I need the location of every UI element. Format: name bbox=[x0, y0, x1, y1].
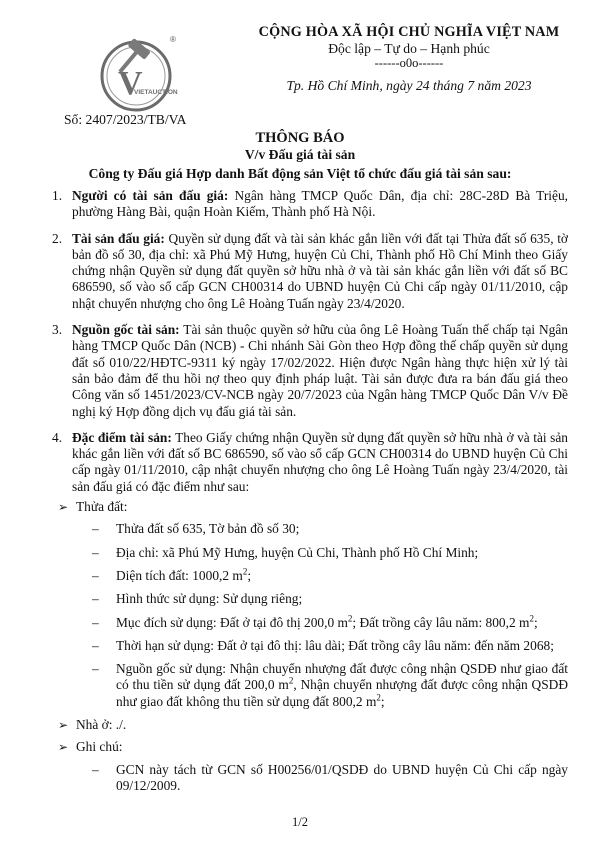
page-number: 1/2 bbox=[292, 815, 308, 829]
list-item: – Diện tích đất: 1000,2 $m^2$; bbox=[92, 566, 252, 583]
item-text: Theo Giấy chứng nhận Quyền sử dụng đất quyền sở hữu nhà ở và tài sản khác gắn liền với đất số BC 686590, số vào sổ cấp GCN CH00314 do UBND huyện Củ Chi cấp ngày 01/11/2010, cập nhật chuyển nhượng cho ông Lê Hoàng Tuấn ngày 23/4/2020, tài sản đấu giá có đặc điểm như sau: bbox=[72, 429, 568, 494]
dash-bullet-icon: – bbox=[92, 591, 99, 607]
item-text: Tài sản thuộc quyền sở hữu của ông Lê Hoàng Tuấn thế chấp tại Ngân hàng TMCP Quốc Dân (NCB) - Chi nhánh Sài Gòn theo Hợp đồng thế chấp quyền sử dụng đất số 010/22/HĐTC-9311 ký ngày 17/02/2022. Hiện được Ngân hàng thực hiện xử lý tài sản bảo đảm để thu hồi nợ theo quy định pháp luật. Tài sản được đưa ra bán đấu giá theo Công văn số 1451/2023/CV-NCB ngày 20/7/2023 của Ngân hàng TMCP Quốc Dân V/v Đề nghị ký Hợp đồng dịch vụ đấu giá tài sản. bbox=[72, 322, 568, 419]
list-item: – Mục đích sử dụng: Đất ở tại đô thị 200,0 $m^2$; Đất trồng cây lâu năm: 800,2 $m^2$; bbox=[92, 613, 538, 630]
item-label: Người có tài sản đấu giá: bbox=[72, 188, 229, 203]
organizer-line: Công ty Đấu giá Hợp danh Bất động sản Việt tổ chức đấu giá tài sản sau: bbox=[88, 166, 512, 181]
list-item: – GCN này tách từ GCN số H00256/01/QSDĐ do UBND huyện Củ Chi cấp ngày 09/12/2009. bbox=[92, 761, 568, 793]
arrow-bullet-icon: ➢ bbox=[58, 718, 69, 733]
logo-mark: V bbox=[118, 65, 143, 102]
list-item: – Địa chỉ: xã Phú Mỹ Hưng, huyện Củ Chi, Thành phố Hồ Chí Minh; bbox=[92, 544, 479, 560]
land-heading: Thửa đất: bbox=[76, 499, 128, 515]
document-number: Số: 2407/2023/TB/VA bbox=[64, 112, 187, 127]
item-label: Tài sản đấu giá: bbox=[72, 230, 165, 246]
nation-motto: Độc lập – Tự do – Hạnh phúc bbox=[328, 41, 490, 56]
logo-brand: VIETAUCTION bbox=[134, 89, 178, 96]
place-date: Tp. Hồ Chí Minh, ngày 24 tháng 7 năm 2023 bbox=[286, 78, 532, 93]
item-label: Đặc điểm tài sản: bbox=[72, 429, 172, 445]
arrow-bullet-icon: ➢ bbox=[58, 500, 69, 515]
list-item bbox=[52, 430, 568, 495]
national-header bbox=[236, 24, 582, 69]
list-item: – Thửa đất số 635, Tờ bản đồ số 30; bbox=[92, 521, 300, 537]
land-details-list bbox=[76, 521, 568, 710]
dash-bullet-icon: – bbox=[92, 521, 99, 537]
notes-list bbox=[76, 762, 568, 795]
house-section bbox=[52, 717, 568, 733]
item-number: 3. bbox=[52, 322, 63, 338]
house-label: Nhà ở: ./. bbox=[76, 717, 127, 733]
registered-mark: ® bbox=[170, 35, 176, 44]
item-text: Quyền sử dụng đất và tài sản khác gắn liền với đất tại Thửa đất số 635, tờ bản đồ số 30, địa chỉ: xã Phú Mỹ Hưng, huyện Củ Chi, Thành phố Hồ Chí Minh theo Giấy chứng nhận Quyền sử dụng đất quyền sở hữu nhà ở và tài sản khác gắn liền với đất số BC 686590, số vào sổ cấp GCN CH00314 do UBND huyện Củ Chi cấp ngày 01/11/2010, cập nhật chuyển nhượng cho ông Lê Hoàng Tuấn ngày 23/4/2020. bbox=[72, 230, 568, 311]
list-item bbox=[52, 322, 568, 420]
land-section bbox=[52, 499, 568, 710]
dash-bullet-icon: – bbox=[92, 661, 99, 677]
item-number: 1. bbox=[52, 188, 63, 203]
notes-heading: Ghi chú: bbox=[76, 739, 123, 755]
item-number: 2. bbox=[52, 230, 63, 246]
dash-bullet-icon: – bbox=[92, 614, 99, 630]
item-text: Ngân hàng TMCP Quốc Dân, địa chỉ: 28C-28D Bà Triệu, phường Hàng Bài, quận Hoàn Kiếm, Thành phố Hà Nội. bbox=[72, 188, 568, 220]
item-number: 4. bbox=[52, 429, 63, 445]
list-item bbox=[52, 231, 568, 312]
arrow-bullet-icon: ➢ bbox=[58, 740, 69, 755]
dash-bullet-icon: – bbox=[92, 761, 99, 777]
document-title: THÔNG BÁO bbox=[255, 130, 345, 146]
header-separator: ------o0o------ bbox=[374, 56, 444, 70]
list-item bbox=[52, 188, 568, 221]
notes-section bbox=[52, 739, 568, 794]
vietauction-logo bbox=[96, 32, 182, 114]
nation-name: CỘNG HÒA XÃ HỘI CHỦ NGHĨA VIỆT NAM bbox=[258, 24, 560, 40]
list-item: – Thời hạn sử dụng: Đất ở tại đô thị: lâu dài; Đất trồng cây lâu năm: đến năm 2068; bbox=[92, 637, 554, 653]
dash-bullet-icon: – bbox=[92, 567, 99, 583]
dash-bullet-icon: – bbox=[92, 544, 99, 560]
list-item: – Hình thức sử dụng: Sử dụng riêng; bbox=[92, 591, 303, 607]
list-item: – Nguồn gốc sử dụng: Nhận chuyển nhượng đất được công nhận QSDĐ như giao đất có thu tiền sử dụng đất 200,0 $m^2$, Nhận chuyển nhượng đất được công nhận QSDĐ như giao đất không thu tiền sử dụng đất 800,2 $m^2$; bbox=[92, 661, 568, 709]
document-subject: V/v Đấu giá tài sản bbox=[244, 147, 356, 162]
item-label: Nguồn gốc tài sản: bbox=[72, 322, 180, 338]
dash-bullet-icon: – bbox=[92, 637, 99, 653]
document-body bbox=[52, 188, 568, 801]
